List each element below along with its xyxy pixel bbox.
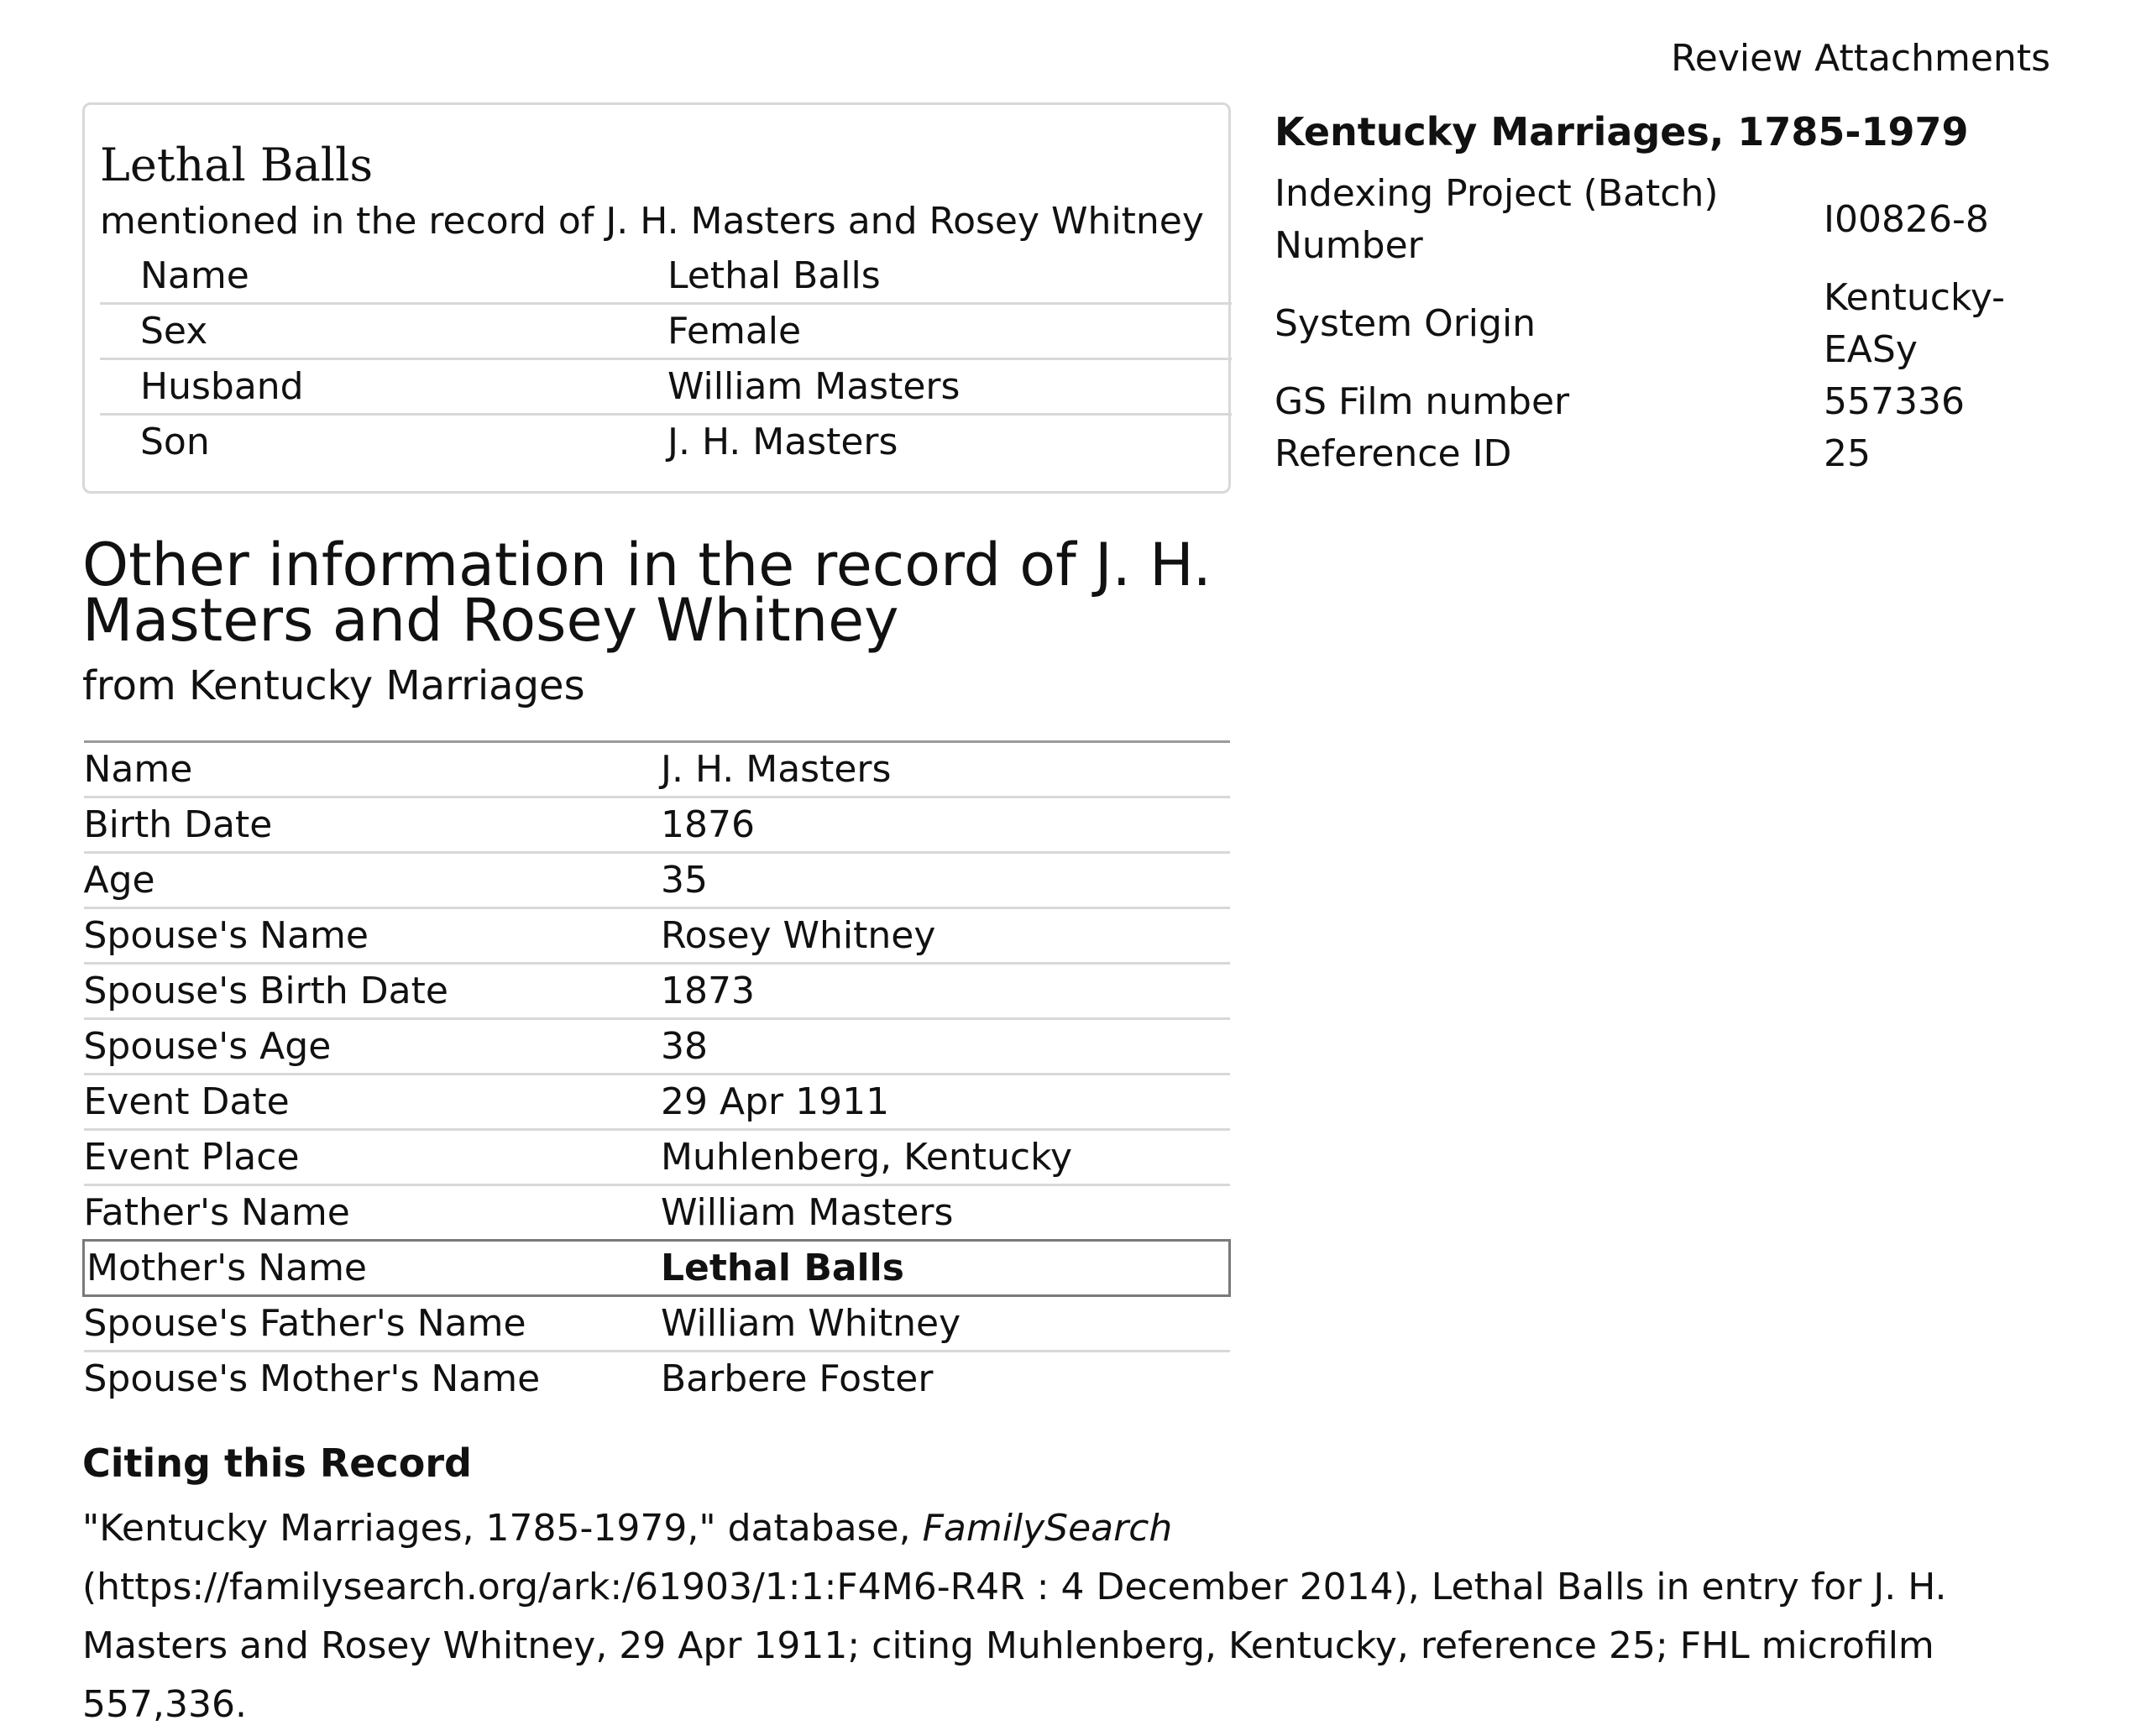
table-row	[84, 1185, 1230, 1241]
row-value: Female	[667, 304, 1232, 359]
other-info-subtitle: from Kentucky Marriages	[82, 662, 585, 709]
row-label: Spouse's Father's Name	[83, 1302, 526, 1345]
table-row	[1275, 376, 2050, 428]
row-label: Name	[140, 254, 249, 297]
row-label: Father's Name	[84, 1185, 662, 1241]
person-mentioned-in: mentioned in the record of J. H. Masters and Rosey Whitney	[100, 200, 1204, 243]
person-name: Lethal Balls	[100, 139, 374, 191]
citation-text-before: "Kentucky Marriages, 1785-1979," database,	[82, 1507, 923, 1550]
row-label: Event Place	[84, 1130, 662, 1185]
table-row	[84, 1075, 1230, 1130]
row-label: Spouse's Name	[84, 908, 662, 964]
table-row	[100, 359, 1232, 415]
row-value: William Masters	[667, 359, 1232, 415]
other-info-title: Other information in the record of J. H. Masters and Rosey Whitney	[82, 531, 1212, 655]
row-label: Birth Date	[84, 797, 662, 853]
row-label: Sex	[100, 304, 667, 359]
row-value: 557336	[1824, 380, 1965, 423]
row-value: William Whitney	[661, 1302, 961, 1345]
row-value: Barbere Foster	[661, 1352, 1230, 1406]
table-row	[100, 415, 1232, 469]
row-label: Name	[84, 742, 662, 797]
table-row	[84, 853, 1230, 908]
table-row	[84, 742, 1230, 797]
citation-text-after: (https://familysearch.org/ark:/61903/1:1:F4M6-R4R : 4 December 2014), Lethal Balls in entry for J. H. Masters and Rosey Whitney, 29 Apr 1911; citing Muhlenberg, Kentucky, reference 25; FHL microfilm 557,336.	[82, 1566, 1947, 1726]
row-label: System Origin	[1275, 302, 1536, 345]
collection-title: Kentucky Marriages, 1785-1979	[1275, 109, 1969, 154]
row-label: Spouse's Age	[84, 1019, 662, 1075]
person-card	[82, 102, 1231, 494]
table-row	[84, 797, 1230, 853]
citation-text	[82, 1499, 2047, 1734]
row-value: Kentucky-EASy	[1824, 276, 2006, 371]
row-label: Spouse's Birth Date	[84, 964, 662, 1019]
row-label: Event Date	[84, 1075, 662, 1130]
table-row	[84, 1019, 1230, 1075]
row-value: 1873	[661, 964, 1230, 1019]
row-value: J. H. Masters	[667, 415, 1232, 469]
table-row	[100, 304, 1232, 359]
row-value: 25	[1824, 432, 1871, 475]
row-label: Indexing Project (Batch) Number	[1275, 172, 1719, 267]
table-row	[84, 908, 1230, 964]
row-label: Age	[84, 853, 662, 908]
person-details-table	[100, 249, 1232, 468]
collection-info-table	[1275, 168, 2050, 480]
table-row	[1275, 428, 2050, 480]
row-value: 38	[661, 1019, 1230, 1075]
row-value: Muhlenberg, Kentucky	[661, 1130, 1230, 1185]
row-label: Reference ID	[1275, 432, 1512, 475]
row-label: Son	[100, 415, 667, 469]
table-row	[84, 1130, 1230, 1185]
row-label: Spouse's Mother's Name	[84, 1352, 662, 1406]
row-value: 35	[661, 853, 1230, 908]
review-attachments-link[interactable]: Review Attachments	[1671, 37, 2050, 80]
row-label: Mother's Name	[84, 1241, 662, 1296]
row-value: Lethal Balls	[667, 254, 881, 297]
citation-source: FamilySearch	[922, 1507, 1173, 1550]
table-row	[84, 1296, 1230, 1352]
row-value: Lethal Balls	[661, 1241, 1230, 1296]
row-value: 1876	[661, 797, 1230, 853]
table-row	[1275, 272, 2050, 376]
row-value: I00826-8	[1824, 198, 1989, 241]
record-details-table	[82, 740, 1231, 1405]
table-row	[1275, 168, 2050, 272]
table-row	[100, 249, 1232, 304]
citation-heading: Citing this Record	[82, 1441, 472, 1486]
table-row	[84, 1352, 1230, 1406]
row-label: Husband	[100, 359, 667, 415]
row-value: J. H. Masters	[661, 742, 1230, 797]
row-value: Rosey Whitney	[661, 908, 1230, 964]
row-value: 29 Apr 1911	[661, 1075, 1230, 1130]
row-value: William Masters	[661, 1185, 1230, 1241]
row-label: GS Film number	[1275, 380, 1570, 423]
collection-info	[1275, 106, 2064, 480]
table-row-highlighted	[84, 1241, 1230, 1296]
table-row	[84, 964, 1230, 1019]
